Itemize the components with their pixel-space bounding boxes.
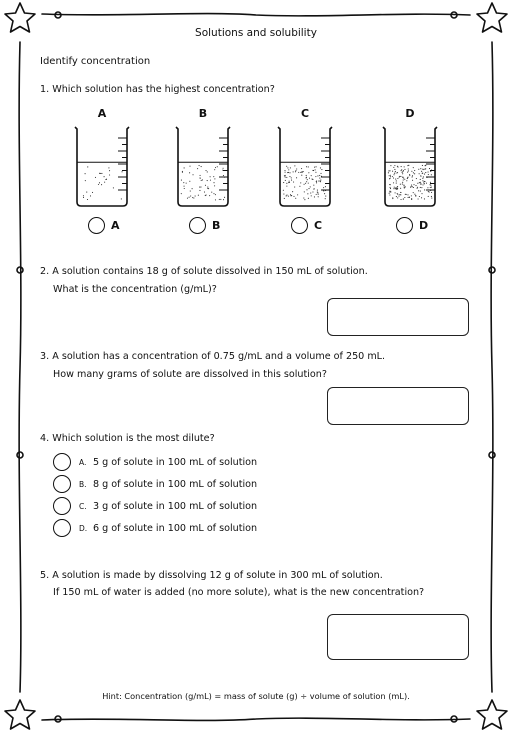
option-letter: A. bbox=[79, 457, 87, 467]
option-c[interactable] bbox=[291, 217, 322, 234]
option-label: C bbox=[314, 219, 323, 232]
answer-box-q2[interactable] bbox=[327, 298, 469, 336]
question-4: 4. Which solution is the most dilute? bbox=[40, 433, 215, 444]
question-2-line-1: 2. A solution contains 18 g of solute dissolved in 150 mL of solution. bbox=[40, 266, 368, 277]
option-b[interactable] bbox=[189, 217, 220, 234]
beaker-b bbox=[175, 126, 231, 208]
radio-button[interactable] bbox=[53, 519, 71, 537]
option-letter: D. bbox=[79, 523, 88, 533]
radio-button[interactable] bbox=[88, 217, 105, 234]
option-text: 3 g of solute in 100 mL of solution bbox=[93, 500, 258, 512]
beaker-label-b: B bbox=[198, 107, 208, 120]
radio-button[interactable] bbox=[53, 453, 71, 471]
answer-box-q3[interactable] bbox=[327, 387, 469, 425]
option-text: 5 g of solute in 100 mL of solution bbox=[93, 456, 258, 468]
q4-option-1[interactable] bbox=[53, 453, 257, 471]
question-1: 1. Which solution has the highest concentration? bbox=[40, 84, 275, 95]
question-3-line-2: How many grams of solute are dissolved in this solution? bbox=[53, 369, 327, 380]
option-letter: C. bbox=[79, 501, 87, 511]
section-heading: Identify concentration bbox=[40, 56, 151, 67]
star-icon bbox=[477, 700, 507, 729]
question-5-line-2: If 150 mL of water is added (no more solute), what is the new concentration? bbox=[53, 587, 425, 598]
option-text: 6 g of solute in 100 mL of solution bbox=[93, 522, 258, 534]
radio-button[interactable] bbox=[53, 475, 71, 493]
option-label: B bbox=[212, 219, 221, 232]
option-d[interactable] bbox=[396, 217, 428, 234]
radio-button[interactable] bbox=[291, 217, 308, 234]
beaker-a bbox=[74, 126, 130, 208]
option-label: A bbox=[111, 219, 120, 232]
question-2-line-2: What is the concentration (g/mL)? bbox=[53, 284, 217, 295]
q4-option-4[interactable] bbox=[53, 519, 257, 537]
option-text: 8 g of solute in 100 mL of solution bbox=[93, 478, 258, 490]
page-title: Solutions and solubility bbox=[195, 27, 317, 39]
radio-button[interactable] bbox=[53, 497, 71, 515]
question-5-line-1: 5. A solution is made by dissolving 12 g of solute in 300 mL of solution. bbox=[40, 570, 383, 581]
q4-option-2[interactable] bbox=[53, 475, 257, 493]
beaker-label-d: D bbox=[405, 107, 415, 120]
beaker-label-a: A bbox=[97, 107, 107, 120]
radio-button[interactable] bbox=[396, 217, 413, 234]
beaker-d bbox=[382, 126, 438, 208]
beaker-c bbox=[277, 126, 333, 208]
question-3-line-1: 3. A solution has a concentration of 0.75 g/mL and a volume of 250 mL. bbox=[40, 351, 386, 362]
option-label: D bbox=[419, 219, 429, 232]
q4-option-3[interactable] bbox=[53, 497, 257, 515]
option-letter: B. bbox=[79, 479, 87, 489]
option-a[interactable] bbox=[88, 217, 120, 234]
star-icon bbox=[5, 700, 35, 729]
beaker-label-c: C bbox=[300, 107, 310, 120]
radio-button[interactable] bbox=[189, 217, 206, 234]
answer-box-q5[interactable] bbox=[327, 614, 469, 660]
hint-text: Hint: Concentration (g/mL) = mass of solute (g) ÷ volume of solution (mL). bbox=[102, 691, 410, 701]
